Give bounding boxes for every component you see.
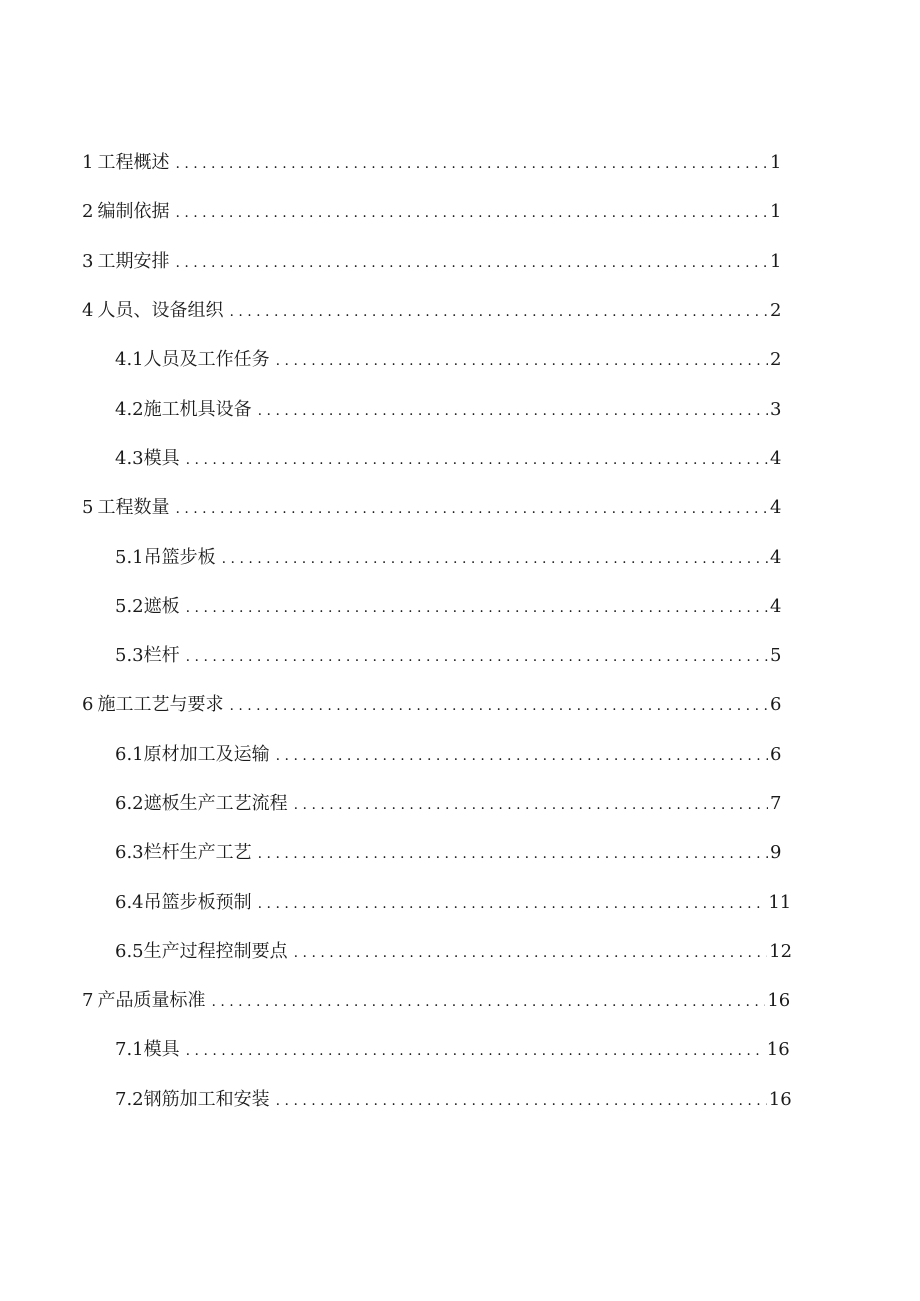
toc-dot-leader: [222, 548, 768, 570]
toc-entry-title: 遮板生产工艺流程: [143, 793, 288, 814]
toc-entry-page-number: 12: [769, 940, 793, 962]
toc-row: [115, 1039, 920, 1062]
toc-entry-page-number: 2: [770, 300, 782, 322]
toc-row: [82, 251, 920, 274]
toc-row: [115, 547, 920, 570]
toc-dot-leader: [258, 843, 768, 865]
toc-entry-number: 6.3: [115, 842, 144, 864]
toc-section-entry[interactable]: [0, 188, 920, 237]
toc-entry-page-number: 1: [770, 152, 782, 174]
toc-entry-title: 吊篮步板预制: [143, 891, 252, 913]
toc-section-entry[interactable]: [0, 238, 920, 287]
toc-entry-page-number: 4: [770, 546, 782, 568]
toc-subsection-entry[interactable]: [0, 829, 920, 878]
toc-row: [115, 892, 920, 915]
toc-entry-title: 钢筋加工和安装: [143, 1088, 270, 1110]
toc-entry-title: 人员、设备组织: [97, 300, 224, 322]
toc-entry-number: 6.1: [115, 743, 144, 765]
toc-entry-page-number: 4: [770, 497, 782, 519]
toc-entry-number: 6.2: [115, 793, 144, 814]
toc-dot-leader: [294, 942, 768, 964]
toc-dot-leader: [294, 794, 768, 816]
toc-entry-number: 5: [82, 497, 94, 519]
toc-row: [115, 842, 920, 865]
toc-section-entry[interactable]: [0, 287, 920, 336]
toc-entry-page-number: 16: [767, 990, 791, 1012]
toc-section-entry[interactable]: [0, 139, 920, 188]
toc-row: [115, 349, 920, 372]
toc-entry-page-number: 5: [770, 645, 782, 667]
toc-dot-leader: [186, 1040, 765, 1062]
toc-entry-page-number: 2: [770, 349, 782, 371]
toc-subsection-entry[interactable]: [0, 336, 920, 385]
toc-row: [82, 497, 920, 520]
toc-entry-title: 产品质量标准: [97, 990, 206, 1012]
toc-entry-title: 施工工艺与要求: [97, 694, 224, 716]
toc-entry-page-number: 6: [770, 743, 782, 765]
toc-row: [115, 596, 920, 619]
toc-entry-page-number: 3: [770, 398, 782, 420]
toc-subsection-entry[interactable]: [0, 1026, 920, 1075]
toc-entry-number: 6.5: [115, 940, 144, 962]
toc-entry-title: 人员及工作任务: [143, 349, 270, 371]
toc-row: [115, 941, 920, 964]
toc-entry-title: 工程数量: [97, 497, 170, 519]
toc-entry-number: 1: [82, 152, 94, 174]
toc-dot-leader: [186, 597, 768, 619]
toc-entry-page-number: 1: [770, 250, 782, 272]
toc-entry-number: 4: [82, 300, 94, 322]
toc-row: [82, 990, 920, 1013]
toc-entry-page-number: 11: [768, 891, 792, 913]
toc-entry-page-number: 4: [770, 447, 782, 469]
toc-entry-page-number: 6: [770, 694, 782, 716]
toc-dot-leader: [229, 695, 768, 717]
toc-subsection-entry[interactable]: [0, 928, 920, 977]
toc-entry-number: 3: [82, 250, 94, 272]
toc-row: [82, 201, 920, 224]
toc-entry-number: 5.1: [115, 546, 144, 568]
toc-dot-leader: [276, 745, 768, 767]
toc-row: [115, 448, 920, 471]
toc-entry-number: 6: [82, 694, 94, 716]
toc-row: [115, 399, 920, 422]
toc-entry-number: 7: [82, 990, 94, 1012]
toc-dot-leader: [229, 301, 768, 323]
toc-dot-leader: [186, 646, 768, 668]
toc-subsection-entry[interactable]: [0, 632, 920, 681]
toc-row: [115, 744, 920, 767]
toc-dot-leader: [175, 252, 768, 274]
toc-entry-title: 遮板: [143, 595, 180, 617]
toc-subsection-entry[interactable]: [0, 878, 920, 927]
toc-entry-title: 栏杆: [143, 645, 180, 667]
toc-dot-leader: [258, 400, 768, 422]
toc-subsection-entry[interactable]: [0, 583, 920, 632]
toc-entry-title: 生产过程控制要点: [143, 940, 288, 962]
toc-entry-title: 编制依据: [97, 201, 170, 223]
toc-dot-leader: [186, 449, 768, 471]
toc-entry-title: 模具: [143, 1039, 180, 1061]
toc-section-entry[interactable]: [0, 484, 920, 533]
toc-entry-number: 6.4: [115, 891, 144, 913]
toc-entry-page-number: 16: [768, 1088, 792, 1110]
toc-entry-number: 5.3: [115, 645, 144, 667]
toc-dot-leader: [276, 1090, 767, 1112]
toc-subsection-entry[interactable]: [0, 533, 920, 582]
toc-entry-number: 5.2: [115, 595, 144, 617]
toc-entry-page-number: 16: [766, 1039, 790, 1061]
toc-entry-number: 4.1: [115, 349, 144, 371]
toc-subsection-entry[interactable]: [0, 435, 920, 484]
toc-dot-leader: [175, 202, 768, 224]
toc-entry-page-number: 9: [770, 842, 782, 864]
toc-entry-number: 7.1: [115, 1039, 144, 1061]
toc-entry-title: 施工机具设备: [143, 398, 252, 420]
toc-row: [82, 694, 920, 717]
toc-entry-title: 吊篮步板: [143, 546, 216, 568]
toc-dot-leader: [211, 991, 765, 1013]
toc-entry-number: 4.2: [115, 398, 144, 420]
toc-row: [115, 645, 920, 668]
toc-entry-page-number: 4: [770, 595, 782, 617]
toc-entry-title: 工程概述: [97, 152, 170, 174]
toc-dot-leader: [276, 350, 768, 372]
toc-entry-number: 4.3: [115, 447, 144, 469]
toc-subsection-entry[interactable]: [0, 1076, 920, 1125]
toc-entry-number: 7.2: [115, 1088, 144, 1110]
toc-entry-page-number: 1: [770, 201, 782, 223]
table-of-contents: [0, 139, 920, 1125]
toc-dot-leader: [175, 498, 768, 520]
toc-entry-title: 工期安排: [97, 250, 170, 272]
toc-row: [82, 300, 920, 323]
toc-subsection-entry[interactable]: [0, 385, 920, 434]
toc-row: [82, 152, 920, 175]
toc-entry-page-number: 7: [770, 793, 782, 814]
toc-row: [115, 1089, 920, 1112]
toc-dot-leader: [258, 893, 767, 915]
toc-subsection-entry[interactable]: [0, 780, 920, 829]
toc-entry-title: 原材加工及运输: [143, 743, 270, 765]
toc-section-entry[interactable]: [0, 977, 920, 1026]
toc-row: [115, 793, 920, 816]
toc-dot-leader: [175, 153, 768, 175]
toc-subsection-entry[interactable]: [0, 731, 920, 780]
toc-entry-title: 栏杆生产工艺: [143, 842, 252, 864]
toc-entry-number: 2: [82, 201, 94, 223]
toc-section-entry[interactable]: [0, 681, 920, 730]
toc-entry-title: 模具: [143, 447, 180, 469]
